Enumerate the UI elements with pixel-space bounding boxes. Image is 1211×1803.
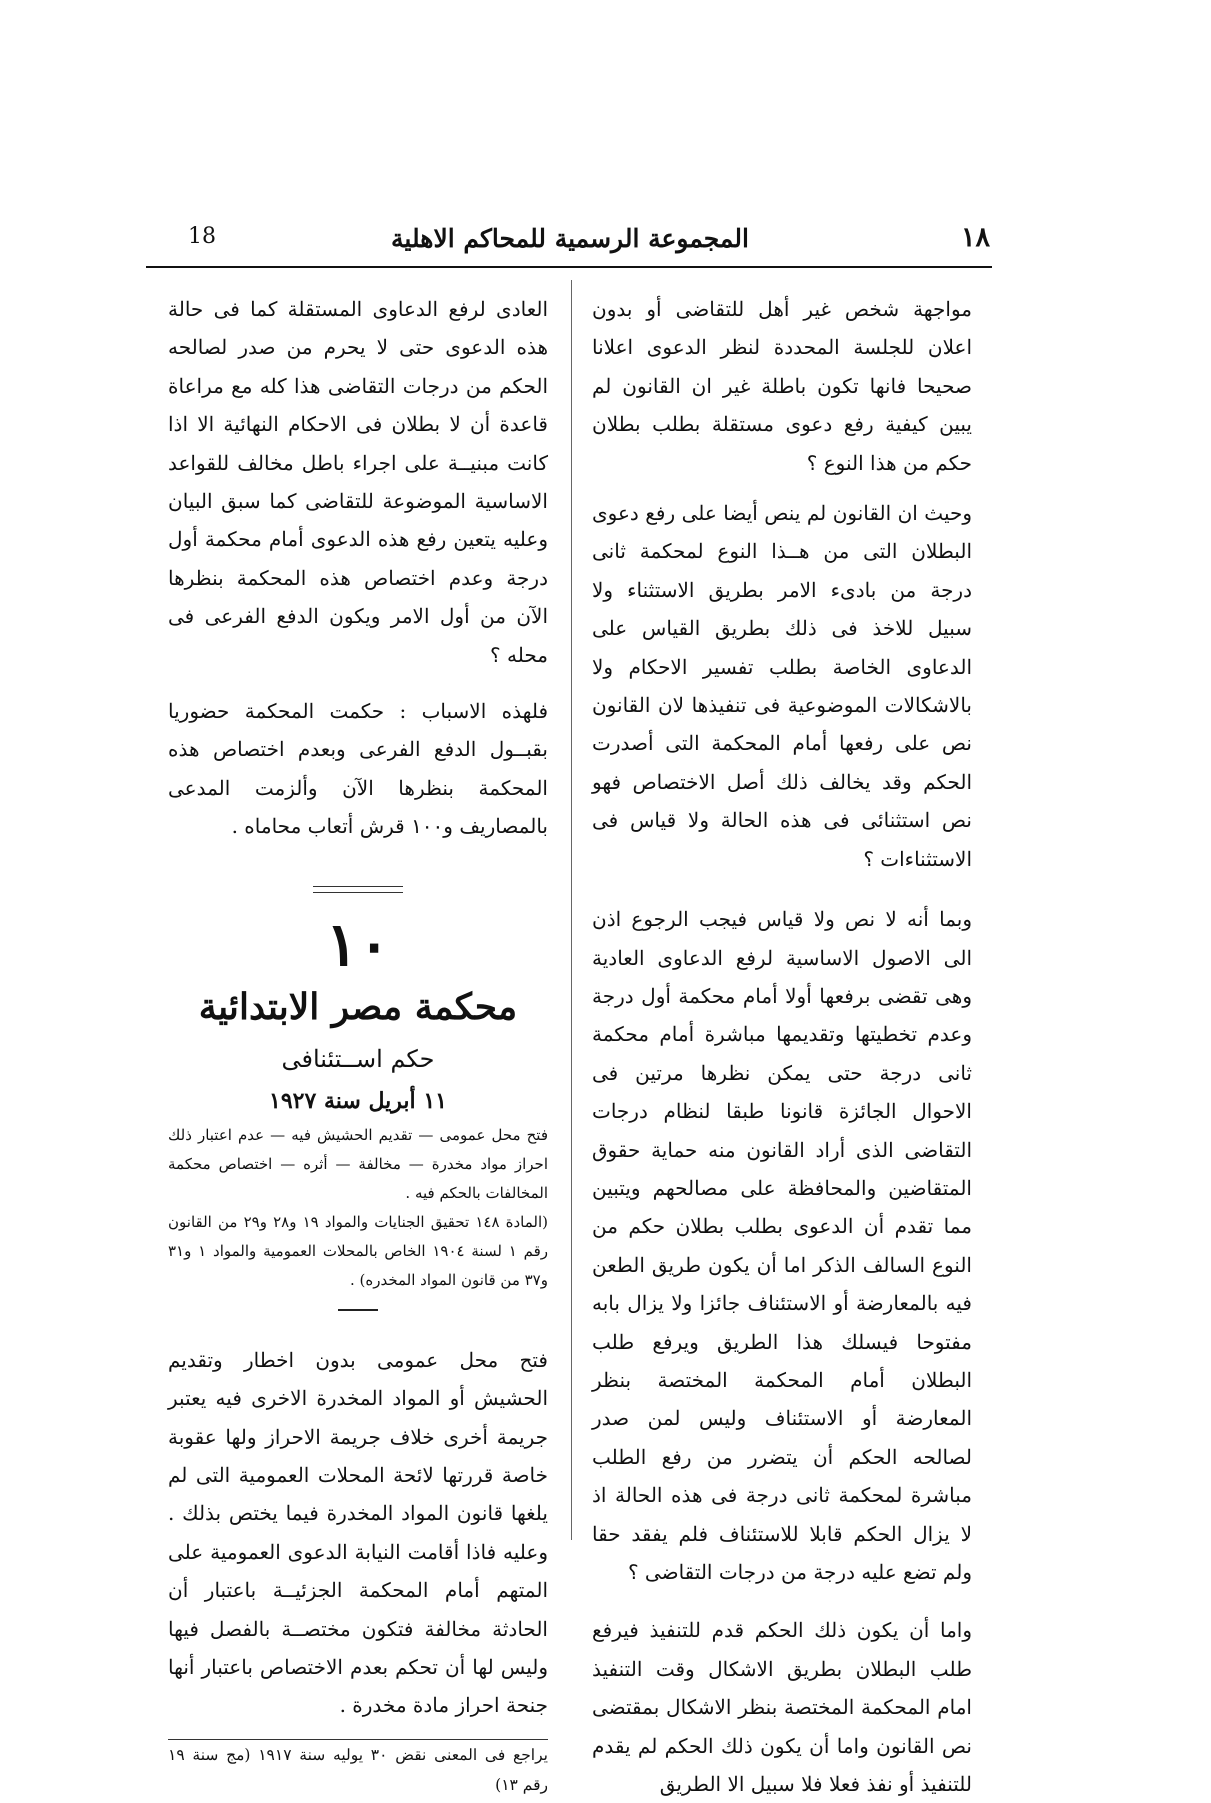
running-title: المجموعة الرسمية للمحاكم الاهلية <box>391 224 749 253</box>
footnote: يراجع فى المعنى نقض ٣٠ يوليه سنة ١٩١٧ (مج سنة ١٩ رقم ١٣) <box>168 1745 548 1794</box>
paragraph: وحيث ان القانون لم ينص أيضا على رفع دعوى البطلان التى من هــذا النوع لمحكمة ثانى درجة من بادىء الامر بطريق الاستثناء ولا سبيل للاخذ فى ذلك بطريق القياس على الدعاوى الخاصة بطلب تفسير الاحكام ولا بالاشكالات الموضوعية فى تنفيذها لان القانون نص على رفعها أمام المحكمة التى أصدرت الحكم وقد يخالف ذلك أصل الاختصاص فهو نص استثنائى فى هذه الحالة ولا قياس فى الاستثناءات ؟ <box>592 501 972 871</box>
column-divider <box>571 280 572 1540</box>
section-divider <box>313 886 403 893</box>
right-column <box>592 290 972 1803</box>
legal-references: (المادة ١٤٨ تحقيق الجنايات والمواد ١٩ و٢٨ و٢٩ من القانون رقم ١ لسنة ١٩٠٤ الخاص بالمحلات العمومية والمواد ١ و٣١ و٣٧ من قانون المواد المخدره) . <box>168 1212 549 1289</box>
summary-divider <box>338 1309 378 1311</box>
paragraph: وبما أنه لا نص ولا قياس فيجب الرجوع اذن الى الاصول الاساسية لرفع الدعاوى العادية وهى تقضى برفعها أولا أمام محكمة أول درجة وعدم تخطيتها وتقديمها مباشرة أمام محكمة ثانى درجة حتى يمكن نظرها مرتين فى الاحوال الجائزة قانونا طبقا لنظام درجات التقاضى الذى أراد القانون منه حماية حقوق المتقاضين والمحافظة على مصالحهم ويتبين مما تقدم أن الدعوى بطلب بطلان حكم من النوع السالف الذكر اما أن يكون طريق الطعن فيه بالمعارضة أو الاستئناف جائزا ولا يزال بابه مفتوحا فيسلك هذا الطريق ويرفع طلب البطلان أمام المحكمة المختصة بنظر المعارضة أو الاستئناف وليس لمن صدر لصالحه الحكم أن يتضرر من رفع الطلب مباشرة لمحكمة ثانى درجة فى هذه الحالة اذ لا يزال الحكم قابلا للاستئناف فلم يفقد حقا ولم تضع عليه درجة من درجات التقاضى ؟ <box>592 907 973 1584</box>
left-column <box>168 290 548 1800</box>
paragraph: مواجهة شخص غير أهل للتقاضى أو بدون اعلان للجلسة المحددة لنظر الدعوى اعلانا صحيحا فانها تكون باطلة غير ان القانون لم يبين كيفية رفع دعوى مستقلة بطلب بطلان حكم من هذا النوع ؟ <box>592 297 972 475</box>
court-name: محكمة مصر الابتدائية <box>198 985 518 1028</box>
page-header <box>150 222 990 266</box>
paragraph: واما أن يكون ذلك الحكم قدم للتنفيذ فيرفع طلب البطلان بطريق الاشكال وقت التنفيذ امام المحكمة المختصة بنظر الاشكال بمقتضى نص القانون واما أن يكون ذلك الحكم لم يقدم للتنفيذ أو نفذ فعلا فلا سبيل الا الطريق <box>592 1618 972 1797</box>
ruling-date: ١١ أبريل سنة ١٩٢٧ <box>269 1087 447 1114</box>
page-number-arabic: ١٨ <box>960 222 990 253</box>
case-number: ١٠ <box>325 909 391 980</box>
case-summary: فتح محل عمومى — تقديم الحشيش فيه — عدم اعتبار ذلك احراز مواد مخدرة — مخالفة — أثره — اختصاص محكمة المخالفات بالحكم فيه . <box>168 1125 548 1202</box>
header-rule <box>146 266 992 268</box>
paragraph: فتح محل عمومى بدون اخطار وتقديم الحشيش أو المواد المخدرة الاخرى فيه يعتبر جريمة أخرى خلاف جريمة الاحراز ولها عقوبة خاصة قررتها لائحة المحلات العمومية التى لم يلغها قانون المواد المخدرة فيما يختص بذلك . وعليه فاذا أقامت النيابة الدعوى العمومية على المتهم أمام المحكمة الجزئيــة باعتبار أن الحادثة مخالفة فتكون مختصــة بالفصل فيها وليس لها أن تحكم بعدم الاختصاص باعتبار أنها جنحة احراز مادة مخدرة . <box>168 1347 548 1718</box>
verdict-paragraph: فلهذه الاسباب : حكمت المحكمة حضوريا بقبــول الدفع الفرعى وبعدم اختصاص هذه المحكمة بنظرها الآن وألزمت المدعى بالمصاريف و١٠٠ قرش أتعاب محاماه . <box>168 699 548 839</box>
paragraph: العادى لرفع الدعاوى المستقلة كما فى حالة هذه الدعوى حتى لا يحرم من صدر لصالحه الحكم من درجات التقاضى هذا كله مع مراعاة قاعدة أن لا بطلان فى الاحكام النهائية الا اذا كانت مبنيــة على اجراء باطل مخالف للقواعد الاساسية الموضوعة للتقاضى كما سبق البيان وعليه يتعين رفع هذه الدعوى أمام محكمة أول درجة وعدم اختصاص هذه المحكمة بنظرها الآن من أول الامر ويكون الدفع الفرعى فى محله ؟ <box>168 297 548 667</box>
ruling-type: حكم اســتئنافى <box>281 1044 435 1073</box>
page-number-latin: 18 <box>188 224 216 249</box>
